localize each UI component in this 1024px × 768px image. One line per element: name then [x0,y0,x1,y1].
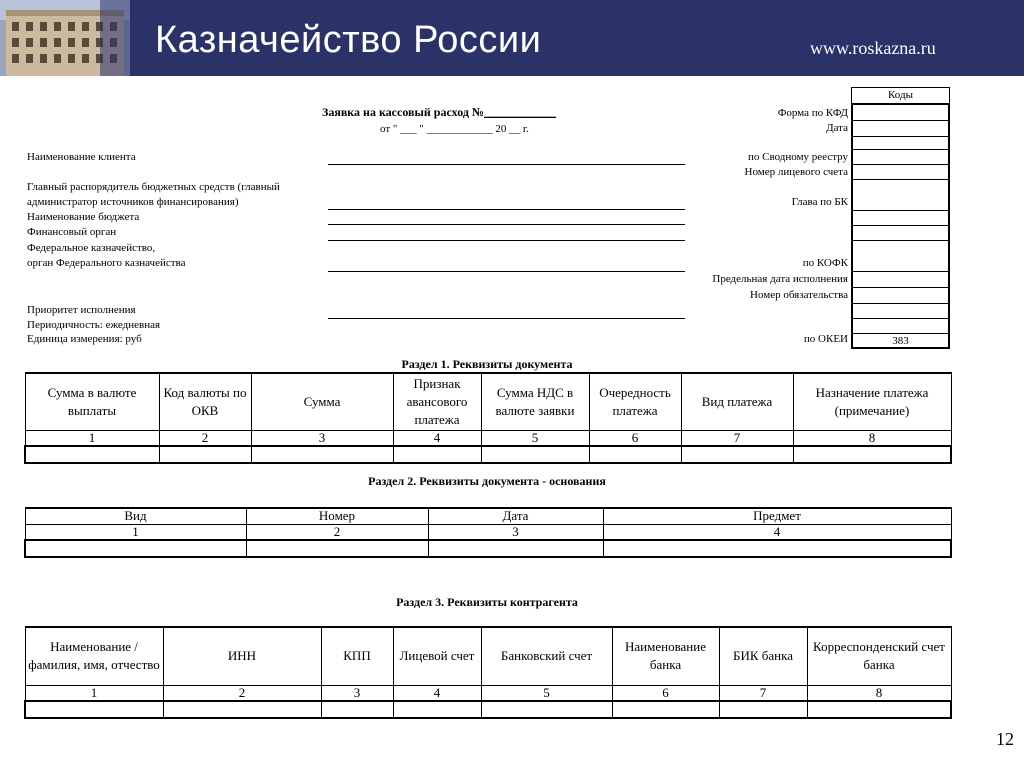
s2-header-3: Дата [428,508,603,524]
s1-header-3: Сумма [251,373,393,430]
code-date[interactable] [851,120,950,137]
label-chief-1: Главный распорядитель бюджетных средств (главный [27,181,280,193]
s1-header-5: Сумма НДС в валюте заявки [481,373,589,430]
s3-cell-7[interactable] [719,701,807,718]
s1-cell-4[interactable] [393,446,481,463]
s3-header-6: Наименование банка [612,627,719,685]
label-treasury-2: орган Федерального казначейства [27,257,186,269]
banner-url[interactable]: www.roskazna.ru [810,38,936,58]
label-client: Наименование клиента [27,151,136,163]
code-fin-organ[interactable] [851,225,950,241]
s1-cell-1[interactable] [25,446,159,463]
code-kfd[interactable] [851,104,950,121]
label-deadline: Предельная дата исполнения [712,273,848,285]
section3-title: Раздел 3. Реквизиты контрагента [396,595,578,609]
s3-cell-5[interactable] [481,701,612,718]
s1-header-7: Вид платежа [681,373,793,430]
s3-cell-3[interactable] [321,701,393,718]
s2-header-1: Вид [25,508,246,524]
s3-cell-1[interactable] [25,701,163,718]
s3-num-4: 4 [393,685,481,701]
code-bk-head[interactable] [851,179,950,211]
budget-field[interactable] [328,224,685,225]
s2-num-1: 1 [25,524,246,540]
section2-title: Раздел 2. Реквизиты документа - основания [368,474,606,488]
label-budget: Наименование бюджета [27,211,140,223]
s3-num-6: 6 [612,685,719,701]
s1-header-2: Код валюты по ОКВ [159,373,251,430]
code-priority[interactable] [851,303,950,319]
fin-organ-field[interactable] [328,240,685,241]
code-kofk[interactable] [851,240,950,272]
s3-header-1: Наименование / фамилия, имя, отчество [25,627,163,685]
s3-header-8: Корреспонденский счет банка [807,627,951,685]
s2-cell-3[interactable] [428,540,603,557]
code-obligation[interactable] [851,287,950,304]
label-priority: Приоритет исполнения [27,304,136,316]
s1-num-4: 4 [393,430,481,446]
s3-cell-8[interactable] [807,701,951,718]
code-blank-1[interactable] [851,136,950,150]
s1-cell-2[interactable] [159,446,251,463]
s2-header-2: Номер [246,508,428,524]
section1-table [24,372,952,464]
label-treasury-1: Федеральное казначейство, [27,242,156,254]
label-kfd: Форма по КФД [777,107,848,119]
label-account: Номер лицевого счета [744,166,848,178]
s1-cell-6[interactable] [589,446,681,463]
s2-cell-2[interactable] [246,540,428,557]
label-kofk: по КОФК [802,257,848,269]
s1-num-2: 2 [159,430,251,446]
code-deadline[interactable] [851,271,950,288]
s1-header-8: Назначение платежа (примечание) [793,373,951,430]
s3-cell-6[interactable] [612,701,719,718]
s2-cell-1[interactable] [25,540,246,557]
banner-title: Казначейство России [155,19,542,61]
label-svod: по Сводному реестру [748,151,848,163]
page-number: 12 [996,729,1014,749]
treasury-field[interactable] [328,271,685,272]
s3-header-7: БИК банка [719,627,807,685]
s2-num-3: 3 [428,524,603,540]
label-periodicity: Периодичность: ежедневная [27,319,161,331]
code-account[interactable] [851,164,950,180]
label-obligation: Номер обязательства [750,289,848,301]
s1-header-1: Сумма в валюте выплаты [25,373,159,430]
s3-num-7: 7 [719,685,807,701]
s2-header-4: Предмет [603,508,951,524]
codes-header: Коды [851,87,950,104]
s1-cell-8[interactable] [793,446,951,463]
s1-num-8: 8 [793,430,951,446]
form-title: Заявка на кассовый расход №____________ [322,105,556,119]
building-photo-icon [0,0,130,76]
s1-header-6: Очередность платежа [589,373,681,430]
s1-num-5: 5 [481,430,589,446]
label-date: Дата [826,122,848,134]
section3-table [24,626,952,719]
s3-header-4: Лицевой счет [393,627,481,685]
s1-header-4: Признак авансового платежа [393,373,481,430]
s1-num-3: 3 [251,430,393,446]
s3-cell-4[interactable] [393,701,481,718]
section1-title: Раздел 1. Реквизиты документа [401,357,573,371]
label-unit: Единица измерения: руб [27,333,142,345]
header-banner [0,0,1024,76]
s3-header-3: КПП [321,627,393,685]
s3-header-2: ИНН [163,627,321,685]
s1-cell-3[interactable] [251,446,393,463]
s3-num-3: 3 [321,685,393,701]
s1-num-6: 6 [589,430,681,446]
label-chief-2: администратор источников финансирования) [27,196,239,208]
code-svod[interactable] [851,149,950,165]
form-date-line[interactable]: от " ___ " ____________ 20 __ г. [380,123,529,135]
s2-num-4: 4 [603,524,951,540]
s2-num-2: 2 [246,524,428,540]
chief-field[interactable] [328,209,685,210]
priority-field[interactable] [328,318,685,319]
s3-num-5: 5 [481,685,612,701]
label-fin-organ: Финансовый орган [27,226,117,238]
s3-header-5: Банковский счет [481,627,612,685]
label-bk-head: Глава по БК [791,196,848,208]
label-okei: по ОКЕИ [803,333,848,345]
code-budget[interactable] [851,210,950,226]
s3-num-8: 8 [807,685,951,701]
s3-cell-2[interactable] [163,701,321,718]
client-field[interactable] [328,164,685,165]
code-okei: 383 [851,333,950,349]
s2-cell-4[interactable] [603,540,951,557]
s1-cell-7[interactable] [681,446,793,463]
s3-num-2: 2 [163,685,321,701]
section2-table [24,507,952,558]
s1-num-7: 7 [681,430,793,446]
s1-num-1: 1 [25,430,159,446]
s1-cell-5[interactable] [481,446,589,463]
s3-num-1: 1 [25,685,163,701]
code-periodicity[interactable] [851,318,950,334]
